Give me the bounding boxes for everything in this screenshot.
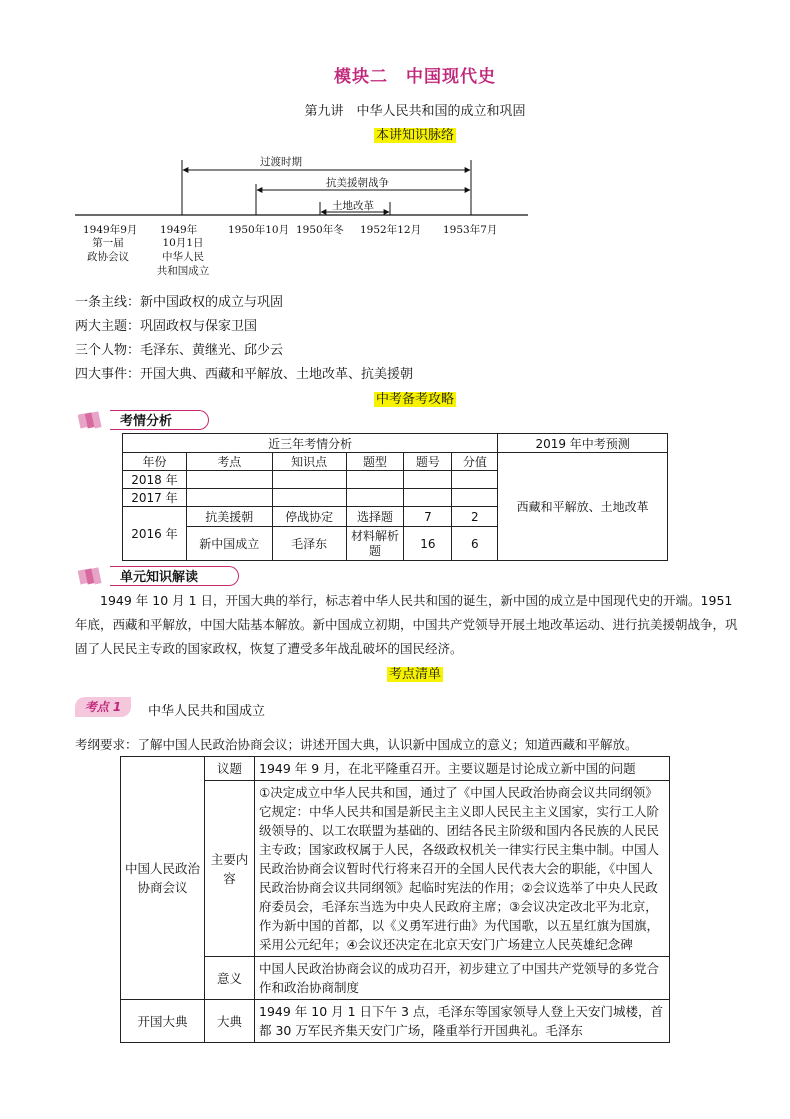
row1-type: 选择题 xyxy=(346,507,404,527)
summary-events: 四大事件：开国大典、西藏和平解放、土地改革、抗美援朝 xyxy=(75,367,414,382)
tick-label-1949-sep: 1949年9月 xyxy=(83,224,138,236)
requirement-text: 考纲要求：了解中国人民政治协商会议；讲述开国大典，认识新中国成立的意义；知道西藏和平解放。 xyxy=(75,737,638,752)
row-meaning-text: 中国人民政治协商会议的成功召开，初步建立了中国共产党领导的多党合作和政治协商制度 xyxy=(255,957,670,1000)
summary-main-line: 一条主线：新中国政权的成立与巩固 xyxy=(75,295,284,310)
point-title: 中华人民共和国成立 xyxy=(148,704,266,719)
cppcc-label: 中国人民政治协商会议 xyxy=(121,757,205,1000)
row-ceremony-text: 1949 年 10 月 1 日下午 3 点，毛泽东等国家领导人登上天安门城楼，首都 30 万军民齐集天安门广场，隆重举行开国典礼。毛泽东 xyxy=(255,1000,670,1043)
row-content-label: 主要内容 xyxy=(205,781,255,957)
tick-label-1950-winter: 1950年冬 xyxy=(296,224,344,236)
span-resist-label: 抗美援朝战争 xyxy=(326,177,389,189)
col-knowledge: 知识点 xyxy=(272,453,346,471)
year-2017: 2017 年 xyxy=(123,489,187,507)
row1-knowledge: 停战协定 xyxy=(272,507,346,527)
checklist-label-wrap xyxy=(0,663,790,682)
event-prc-founding: 10月1日 中华人民 共和国成立 xyxy=(156,237,210,277)
tick-label-1950-oct: 1950年10月 xyxy=(228,224,290,236)
summary-themes: 两大主题：巩固政权与保家卫国 xyxy=(75,319,258,334)
row-meaning-label: 意义 xyxy=(205,957,255,1000)
row2-knowledge: 毛泽东 xyxy=(272,527,346,561)
col-number: 题号 xyxy=(404,453,452,471)
exam-analysis-heading: 考情分析 xyxy=(120,414,173,429)
row-ceremony-label: 大典 xyxy=(205,1000,255,1043)
strategy-label-wrap xyxy=(0,388,790,407)
cppcc-table xyxy=(120,756,670,1043)
row2-score: 6 xyxy=(452,527,498,561)
tick-label-1952-dec: 1952年12月 xyxy=(360,224,422,236)
strategy-label: 中考备考攻略 xyxy=(375,392,454,407)
prediction-cell: 西藏和平解放、土地改革 xyxy=(498,453,668,561)
row2-point: 新中国成立 xyxy=(186,527,272,561)
module-title: 模块二 中国现代史 xyxy=(334,67,496,87)
tick-label-1949: 1949年 xyxy=(160,224,198,236)
books-icon xyxy=(78,566,104,586)
span-land-label: 土地改革 xyxy=(332,200,374,212)
checklist-label: 考点清单 xyxy=(388,667,441,682)
tick-label-1953-jul: 1953年7月 xyxy=(443,224,498,236)
col-type: 题型 xyxy=(346,453,404,471)
unit-reading-text: 1949 年 10 月 1 日，开国大典的举行，标志着中华人民共和国的诞生，新中国的成立是中国现代史的开端。1951 年底，西藏和平解放，中国大陆基本解放。新中国成立初期，中国共产党领导开展土地改革运动、进行抗美援朝战争，巩固了人民民主专政的国家政权，恢复了遭受多年战乱破坏的国民经济。 xyxy=(75,593,738,656)
row1-point: 抗美援朝 xyxy=(186,507,272,527)
row2-type: 材料解析题 xyxy=(346,527,404,561)
lecture-title: 第九讲 中华人民共和国的成立和巩固 xyxy=(304,104,526,119)
knowledge-map-label: 本讲知识脉络 xyxy=(375,128,454,143)
event-first-cppcc: 第一届 政协会议 xyxy=(87,237,129,263)
col-score: 分值 xyxy=(452,453,498,471)
books-icon xyxy=(78,410,104,430)
row-topic-text: 1949 年 9 月，在北平隆重召开。主要议题是讨论成立新中国的问题 xyxy=(255,757,670,781)
unit-reading-heading: 单元知识解读 xyxy=(120,570,199,585)
header-recent: 近三年考情分析 xyxy=(123,434,498,453)
point-badge: 考点 1 xyxy=(75,697,131,717)
row2-number: 16 xyxy=(404,527,452,561)
col-year: 年份 xyxy=(123,453,187,471)
summary-people: 三个人物：毛泽东、黄继光、邱少云 xyxy=(75,343,284,358)
year-2016: 2016 年 xyxy=(123,507,187,561)
span-transition-label: 过渡时期 xyxy=(260,156,302,168)
row-topic-label: 议题 xyxy=(205,757,255,781)
col-point: 考点 xyxy=(186,453,272,471)
exam-analysis-table xyxy=(122,433,668,561)
row1-number: 7 xyxy=(404,507,452,527)
header-predict: 2019 年中考预测 xyxy=(498,434,668,453)
year-2018: 2018 年 xyxy=(123,471,187,489)
ceremony-label: 开国大典 xyxy=(121,1000,205,1043)
row-content-text: ①决定成立中华人民共和国，通过了《中国人民政治协商会议共同纲领》它规定：中华人民共和国是新民主主义即人民民主主义国家，实行工人阶级领导的、以工农联盟为基础的、团结各民主阶级和国内各民族的人民民主专政；国家政权属于人民，各级政权机关一律实行民主集中制。中国人民政治协商会议暂时代行将来召开的全国人民代表大会的职能，《中国人民政治协商会议共同纲领》起临时宪法的作用；②会议选举了中央人民政府委员会，毛泽东当选为中央人民政府主席；③会议决定改北平为北京，作为新中国的首都，以《义勇军进行曲》为代国歌，以五星红旗为国旗，采用公元纪年；④会议还决定在北京天安门广场建立人民英雄纪念碑 xyxy=(255,781,670,957)
row1-score: 2 xyxy=(452,507,498,527)
